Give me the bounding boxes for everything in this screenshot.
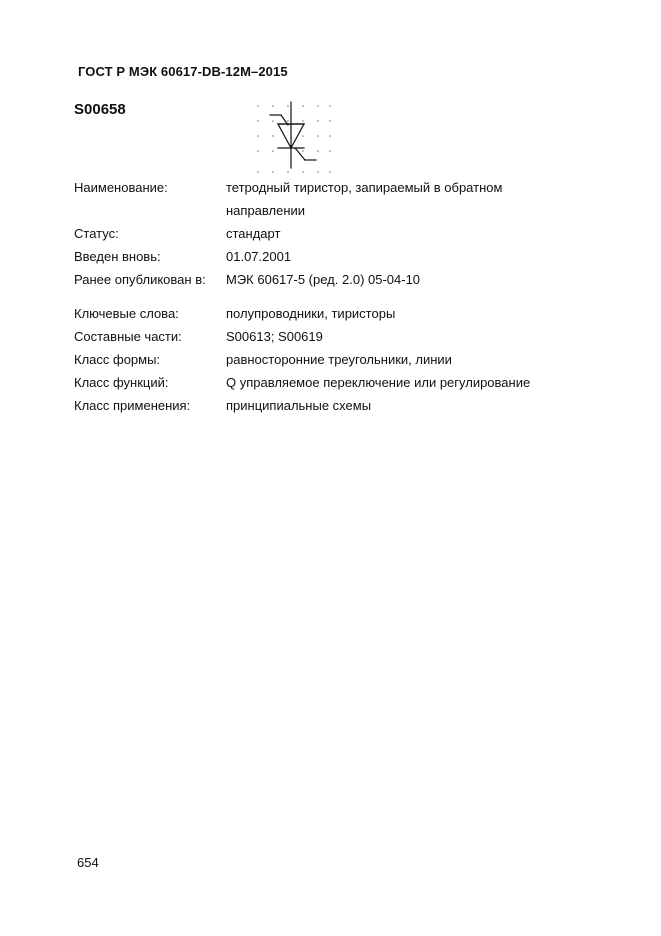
row-introduced [74, 245, 614, 268]
symbol-code: S00658 [74, 101, 126, 118]
row-value: S00613; S00619 [226, 329, 323, 344]
document-header: ГОСТ Р МЭК 60617-DB-12M–2015 [78, 64, 288, 79]
row-value: 01.07.2001 [226, 249, 292, 264]
row-function-class [74, 371, 614, 394]
row-label: Составные части: [74, 329, 182, 344]
thyristor-symbol-icon [252, 98, 336, 178]
row-label: Наименование: [74, 180, 168, 195]
row-keywords [74, 302, 614, 325]
row-previously-published [74, 268, 614, 291]
row-value: принципиальные схемы [226, 398, 372, 413]
row-label: Класс функций: [74, 375, 169, 390]
row-label: Ключевые слова: [74, 306, 179, 321]
page-number: 654 [77, 855, 99, 870]
row-label: Класс применения: [74, 398, 191, 413]
row-value: тетродный тиристор, запираемый в обратном направлении [226, 180, 503, 218]
row-value: Q управляемое переключение или регулирование [226, 375, 531, 390]
row-status [74, 222, 614, 245]
metadata-table [74, 176, 614, 417]
row-value: МЭК 60617-5 (ред. 2.0) 05-04-10 [226, 272, 421, 287]
row-components [74, 325, 614, 348]
row-label: Статус: [74, 226, 119, 241]
row-value: равносторонние треугольники, линии [226, 352, 452, 367]
row-label: Класс формы: [74, 352, 161, 367]
row-value: стандарт [226, 226, 281, 241]
row-name [74, 176, 614, 222]
row-label: Введен вновь: [74, 249, 161, 264]
row-label: Ранее опубликован в: [74, 272, 206, 287]
row-shape-class [74, 348, 614, 371]
row-value: полупроводники, тиристоры [226, 306, 396, 321]
row-application-class [74, 394, 614, 417]
